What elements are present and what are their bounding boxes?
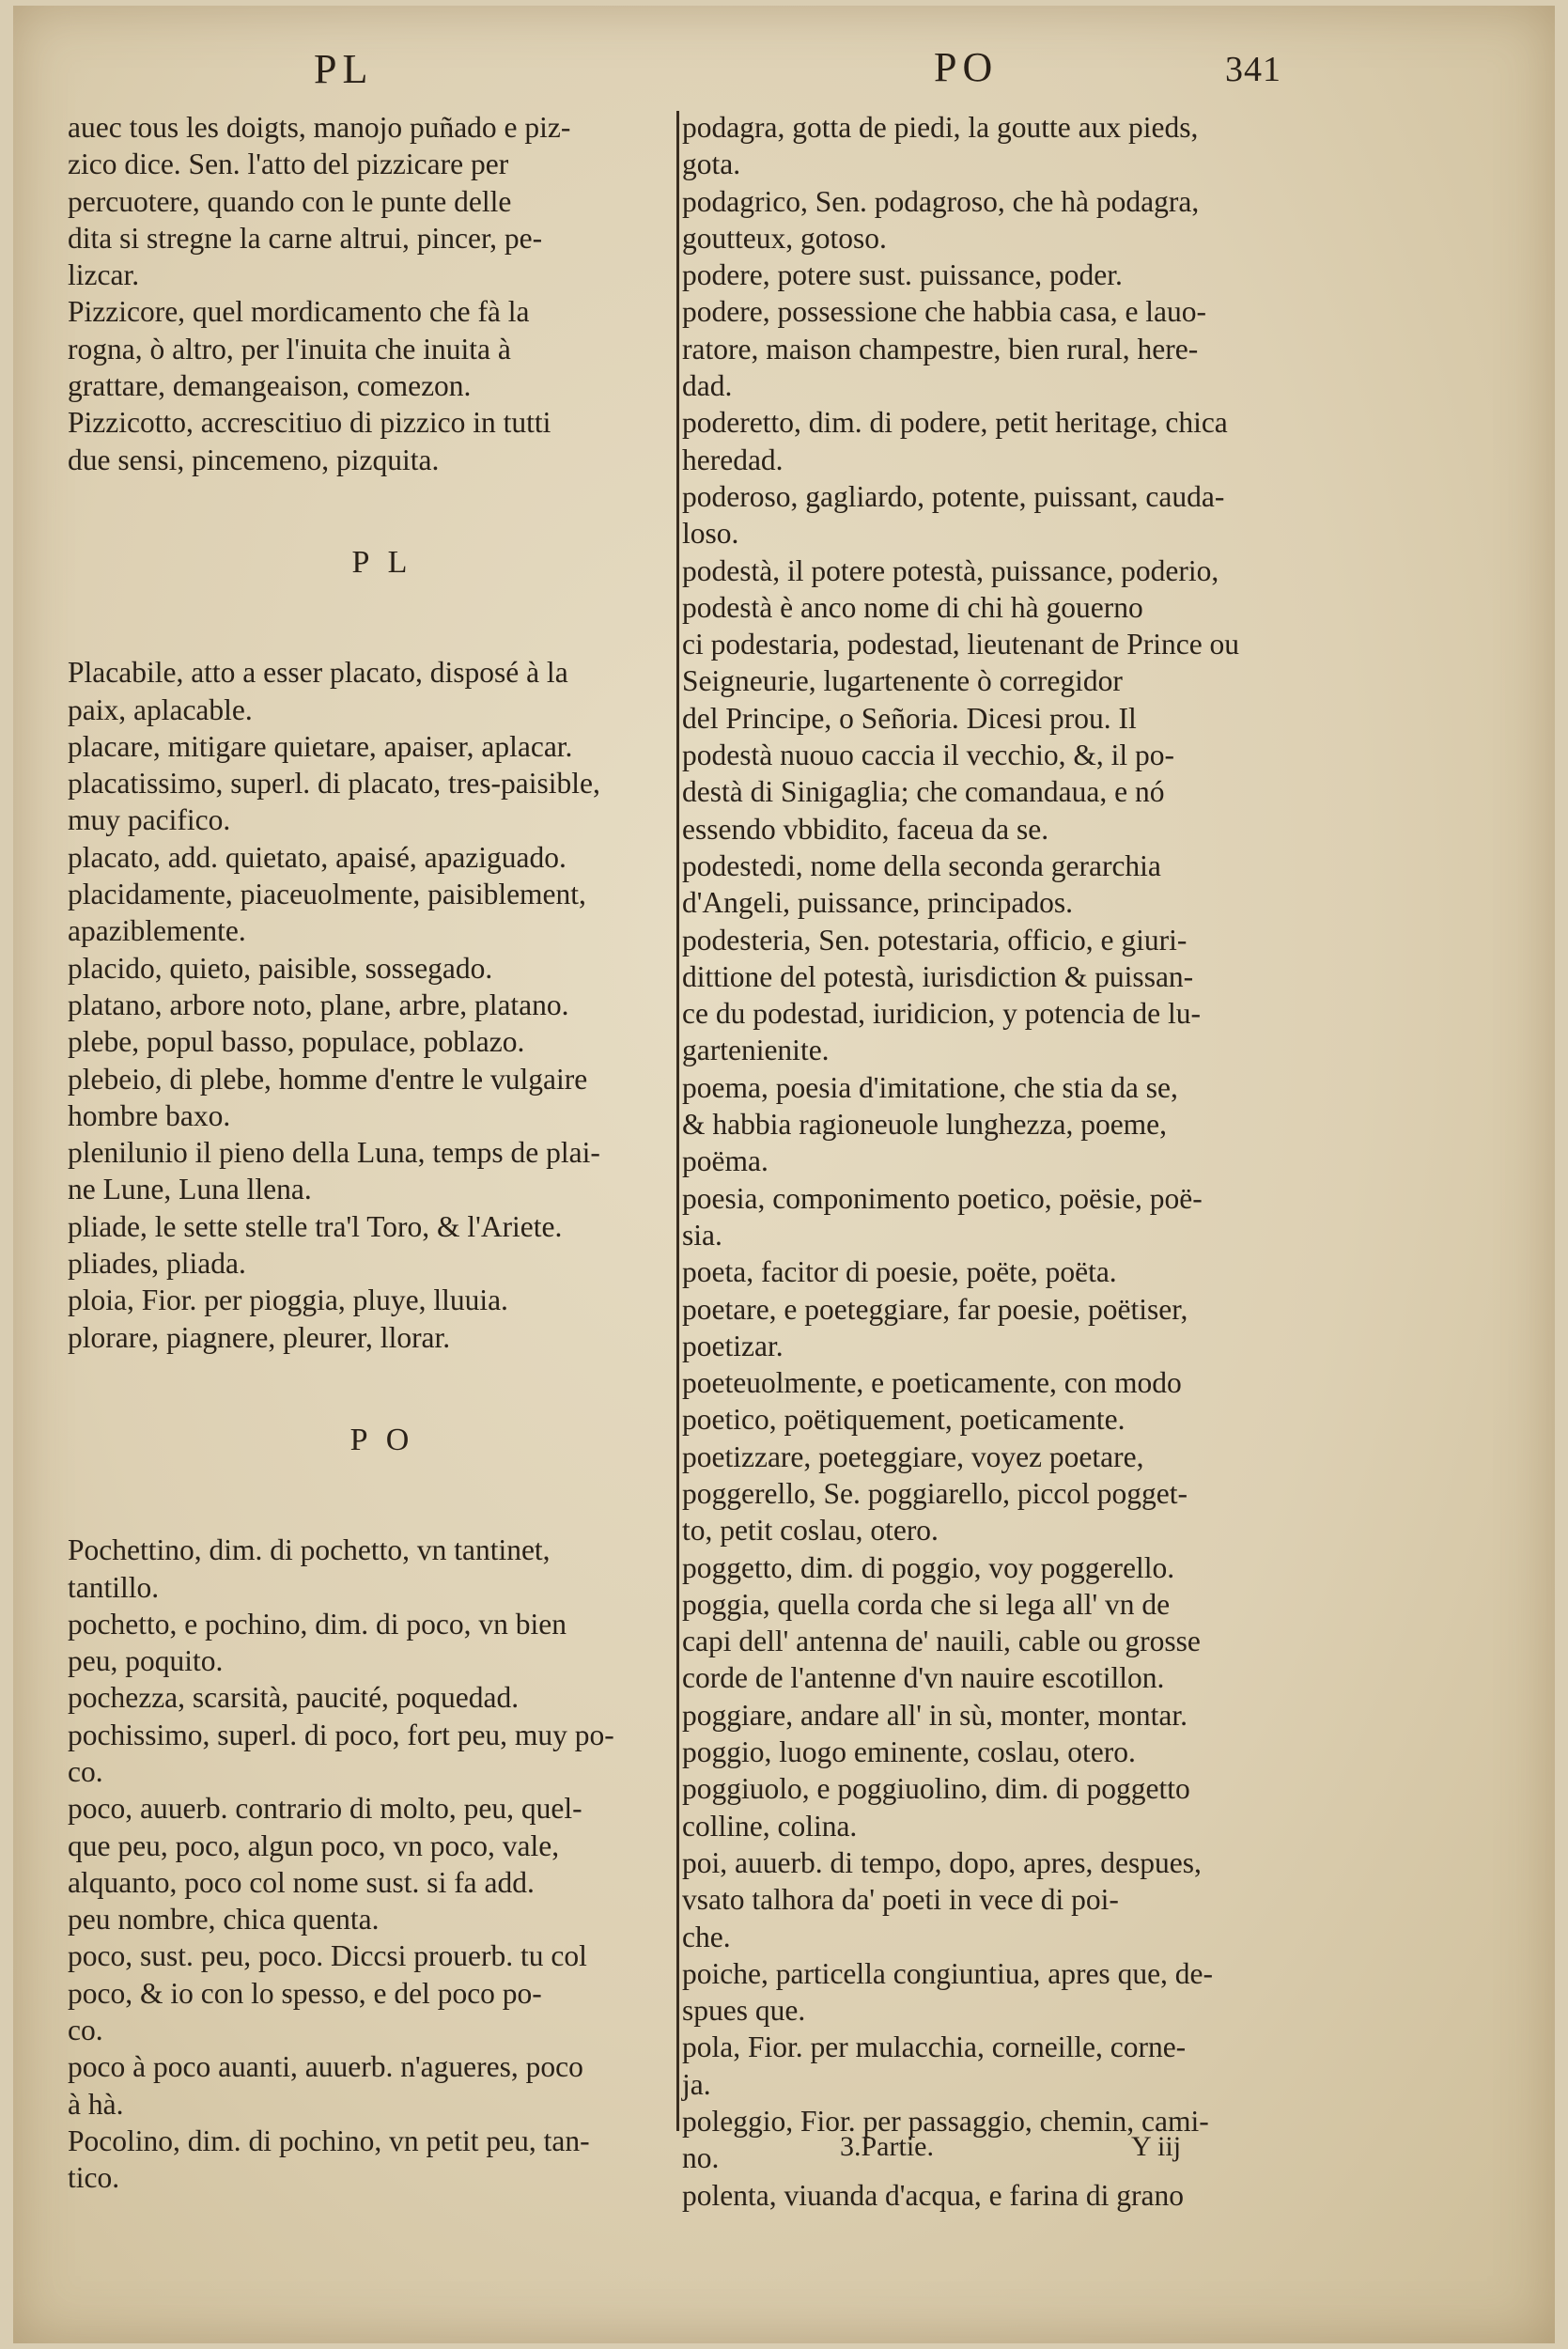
- dictionary-line: poderetto, dim. di podere, petit heritage, chica: [682, 406, 1228, 440]
- dictionary-line: alquanto, poco col nome sust. si fa add.: [68, 1865, 535, 1899]
- dictionary-line: to, petit coslau, otero.: [682, 1514, 939, 1548]
- dictionary-line: Seigneurie, lugartenente ò corregidor: [682, 664, 1123, 698]
- dictionary-line: destà di Sinigaglia; che comandaua, e nó: [682, 775, 1165, 809]
- book-page: [13, 6, 1555, 2343]
- dictionary-line: colline, colina.: [682, 1809, 858, 1843]
- dictionary-line: que peu, poco, algun poco, vn poco, vale,: [68, 1828, 560, 1862]
- dictionary-line: che.: [682, 1920, 731, 1953]
- dictionary-line: podesteria, Sen. potestaria, officio, e giuri-: [682, 923, 1188, 957]
- dictionary-line: ploia, Fior. per pioggia, pluye, lluuia.: [68, 1283, 508, 1317]
- dictionary-line: apaziblemente.: [68, 914, 246, 948]
- page-number: 341: [1225, 50, 1281, 89]
- dictionary-line: Pizzicore, quel mordicamento che fà la: [68, 295, 530, 329]
- dictionary-line: peu, poquito.: [68, 1644, 224, 1678]
- dictionary-line: Placabile, atto a esser placato, disposé à la: [68, 656, 568, 690]
- dictionary-line: muy pacifico.: [68, 803, 231, 837]
- dictionary-line: lizcar.: [68, 258, 140, 292]
- dictionary-line: ce du podestad, iuridicion, y potencia de lu-: [682, 997, 1201, 1031]
- dictionary-line: Pochettino, dim. di pochetto, vn tantinet,: [68, 1533, 551, 1567]
- dictionary-line: poëma.: [682, 1144, 768, 1178]
- dictionary-line: pliade, le sette stelle tra'l Toro, & l'Ariete.: [68, 1209, 563, 1243]
- dictionary-line: sia.: [682, 1218, 722, 1252]
- dictionary-line: ja.: [682, 2067, 711, 2101]
- dictionary-line: rogna, ò altro, per l'inuita che inuita à: [68, 332, 511, 366]
- dictionary-line: del Principe, o Señoria. Dicesi prou. Il: [682, 701, 1137, 735]
- dictionary-line: ratore, maison champestre, bien rural, here-: [682, 332, 1199, 366]
- dictionary-line: goutteux, gotoso.: [682, 221, 887, 255]
- dictionary-line: à hà.: [68, 2087, 124, 2121]
- dictionary-line: ci podestaria, podestad, lieutenant de Prince ou: [682, 628, 1240, 661]
- dictionary-line: poggerello, Se. poggiarello, piccol pogget-: [682, 1476, 1188, 1510]
- dictionary-line: poggetto, dim. di poggio, voy poggerello.: [682, 1550, 1175, 1584]
- right-column: [682, 109, 1321, 2214]
- dictionary-line: podagra, gotta de piedi, la goutte aux pieds,: [682, 111, 1199, 144]
- dictionary-line: auec tous les doigts, manojo puñado e piz-: [68, 111, 571, 144]
- dictionary-line: pola, Fior. per mulacchia, corneille, corne-: [682, 2030, 1187, 2064]
- dictionary-line: plenilunio il pieno della Luna, temps de plai-: [68, 1136, 600, 1170]
- dictionary-line: placido, quieto, paisible, sossegado.: [68, 951, 493, 985]
- dictionary-line: co.: [68, 1754, 103, 1788]
- dictionary-line: dad.: [682, 369, 733, 403]
- dictionary-line: paix, aplacable.: [68, 692, 253, 726]
- dictionary-line: grattare, demangeaison, comezon.: [68, 369, 472, 403]
- dictionary-line: pochetto, e pochino, dim. di poco, vn bien: [68, 1607, 567, 1641]
- dictionary-line: podestà, il potere potestà, puissance, poderio,: [682, 553, 1219, 587]
- section-heading-po: P O: [349, 1422, 415, 1457]
- dictionary-line: poetico, poëtiquement, poeticamente.: [682, 1403, 1126, 1437]
- dictionary-line: vsato talhora da' poeti in vece di poi-: [682, 1883, 1119, 1917]
- left-top-entries: [68, 109, 697, 478]
- dictionary-line: poco à poco auanti, auuerb. n'agueres, poco: [68, 2050, 583, 2084]
- column-divider: [676, 111, 679, 2131]
- header-left: PL: [314, 46, 374, 92]
- dictionary-line: plebe, popul basso, populace, poblazo.: [68, 1025, 525, 1059]
- dictionary-line: no.: [682, 2141, 720, 2175]
- dictionary-line: spues que.: [682, 1994, 806, 2028]
- dictionary-line: gartenienite.: [682, 1034, 830, 1067]
- dictionary-line: poiche, particella congiuntiua, apres que, de-: [682, 1956, 1214, 1990]
- dictionary-line: Pizzicotto, accrescitiuo di pizzico in tutti: [68, 406, 551, 440]
- page-footer: [13, 2131, 1555, 2169]
- dictionary-line: placato, add. quietato, apaisé, apaziguado.: [68, 840, 567, 874]
- dictionary-line: poggio, luogo eminente, coslau, otero.: [682, 1735, 1136, 1769]
- dictionary-line: platano, arbore noto, plane, arbre, platano.: [68, 988, 569, 1021]
- dictionary-line: poesia, componimento poetico, poësie, poë-: [682, 1181, 1203, 1215]
- dictionary-line: dita si stregne la carne altrui, pincer, pe-: [68, 221, 543, 255]
- dictionary-line: poeta, facitor di poesie, poëte, poëta.: [682, 1255, 1117, 1289]
- dictionary-line: podere, potere sust. puissance, poder.: [682, 258, 1123, 292]
- dictionary-line: poco, auuerb. contrario di molto, peu, quel-: [68, 1792, 582, 1826]
- dictionary-line: polenta, viuanda d'acqua, e farina di grano: [682, 2178, 1184, 2212]
- dictionary-line: poema, poesia d'imitatione, che stia da se,: [682, 1070, 1178, 1104]
- dictionary-line: podestedi, nome della seconda gerarchia: [682, 848, 1161, 882]
- dictionary-line: placatissimo, superl. di placato, tres-paisible,: [68, 767, 600, 801]
- dictionary-line: peu nombre, chica quenta.: [68, 1903, 380, 1937]
- dictionary-line: Pocolino, dim. di pochino, vn petit peu, tan-: [68, 2123, 590, 2157]
- gathering-mark: Y iij: [1131, 2131, 1182, 2162]
- left-column: [68, 109, 697, 2197]
- dictionary-line: poi, auuerb. di tempo, dopo, apres, despues,: [682, 1845, 1202, 1879]
- section-heading-pl: P L: [351, 544, 413, 580]
- dictionary-line: pliades, pliada.: [68, 1247, 246, 1281]
- dictionary-line: podere, possessione che habbia casa, e lauo-: [682, 295, 1207, 329]
- dictionary-line: d'Angeli, puissance, principados.: [682, 886, 1073, 920]
- pl-entries: [68, 654, 697, 1356]
- dictionary-line: poleggio, Fior. per passaggio, chemin, cami-: [682, 2105, 1209, 2139]
- dictionary-line: poco, sust. peu, poco. Diccsi prouerb. tu col: [68, 1939, 587, 1973]
- dictionary-line: placidamente, piaceuolmente, paisiblement,: [68, 878, 586, 911]
- dictionary-line: essendo vbbidito, faceua da se.: [682, 812, 1049, 846]
- dictionary-line: dittione del potestà, iurisdiction & puissan-: [682, 959, 1194, 993]
- signature-mark: 3.Partie.: [840, 2131, 934, 2162]
- dictionary-line: podestà nuouo caccia il vecchio, &, il po-: [682, 739, 1174, 772]
- dictionary-line: poggia, quella corda che si lega all' vn de: [682, 1587, 1171, 1621]
- dictionary-line: corde de l'antenne d'vn nauire escotillon.: [682, 1661, 1165, 1695]
- dictionary-line: poeteuolmente, e poeticamente, con modo: [682, 1366, 1182, 1400]
- dictionary-line: loso.: [682, 517, 739, 551]
- po-entries: [68, 1532, 697, 2196]
- header-right: PO: [934, 44, 999, 90]
- dictionary-line: pochissimo, superl. di poco, fort peu, muy po-: [68, 1718, 614, 1751]
- dictionary-line: poetizzare, poeteggiare, voyez poetare,: [682, 1439, 1144, 1473]
- dictionary-line: poggiare, andare all' in sù, monter, montar.: [682, 1698, 1188, 1732]
- dictionary-line: poetizar.: [682, 1329, 784, 1362]
- dictionary-line: poggiuolo, e poggiuolino, dim. di poggetto: [682, 1772, 1190, 1806]
- dictionary-line: podagrico, Sen. podagroso, che hà podagra,: [682, 184, 1200, 218]
- dictionary-line: tantillo.: [68, 1570, 160, 1604]
- dictionary-line: tico.: [68, 2161, 120, 2195]
- dictionary-line: podestà è anco nome di chi hà gouerno: [682, 590, 1143, 624]
- dictionary-line: pochezza, scarsità, paucité, poquedad.: [68, 1681, 520, 1715]
- dictionary-line: poco, & io con lo spesso, e del poco po-: [68, 1976, 542, 2010]
- dictionary-line: percuotere, quando con le punte delle: [68, 184, 512, 218]
- dictionary-line: ne Lune, Luna llena.: [68, 1173, 312, 1206]
- dictionary-line: capi dell' antenna de' nauili, cable ou grosse: [682, 1625, 1201, 1658]
- right-entries: [682, 109, 1321, 2214]
- dictionary-line: due sensi, pincemeno, pizquita.: [68, 443, 440, 476]
- dictionary-line: & habbia ragioneuole lunghezza, poeme,: [682, 1108, 1168, 1142]
- dictionary-line: gota.: [682, 148, 741, 181]
- dictionary-line: plebeio, di plebe, homme d'entre le vulgaire: [68, 1062, 588, 1096]
- dictionary-line: poderoso, gagliardo, potente, puissant, cauda-: [682, 479, 1225, 513]
- running-header: [13, 36, 1555, 101]
- dictionary-line: plorare, piagnere, pleurer, llorar.: [68, 1320, 451, 1354]
- dictionary-line: poetare, e poeteggiare, far poesie, poëtiser,: [682, 1292, 1188, 1326]
- dictionary-line: placare, mitigare quietare, apaiser, aplacar.: [68, 729, 573, 763]
- dictionary-line: zico dice. Sen. l'atto del pizzicare per: [68, 148, 509, 181]
- dictionary-line: co.: [68, 2014, 103, 2047]
- dictionary-line: heredad.: [682, 443, 784, 476]
- dictionary-line: hombre baxo.: [68, 1098, 231, 1132]
